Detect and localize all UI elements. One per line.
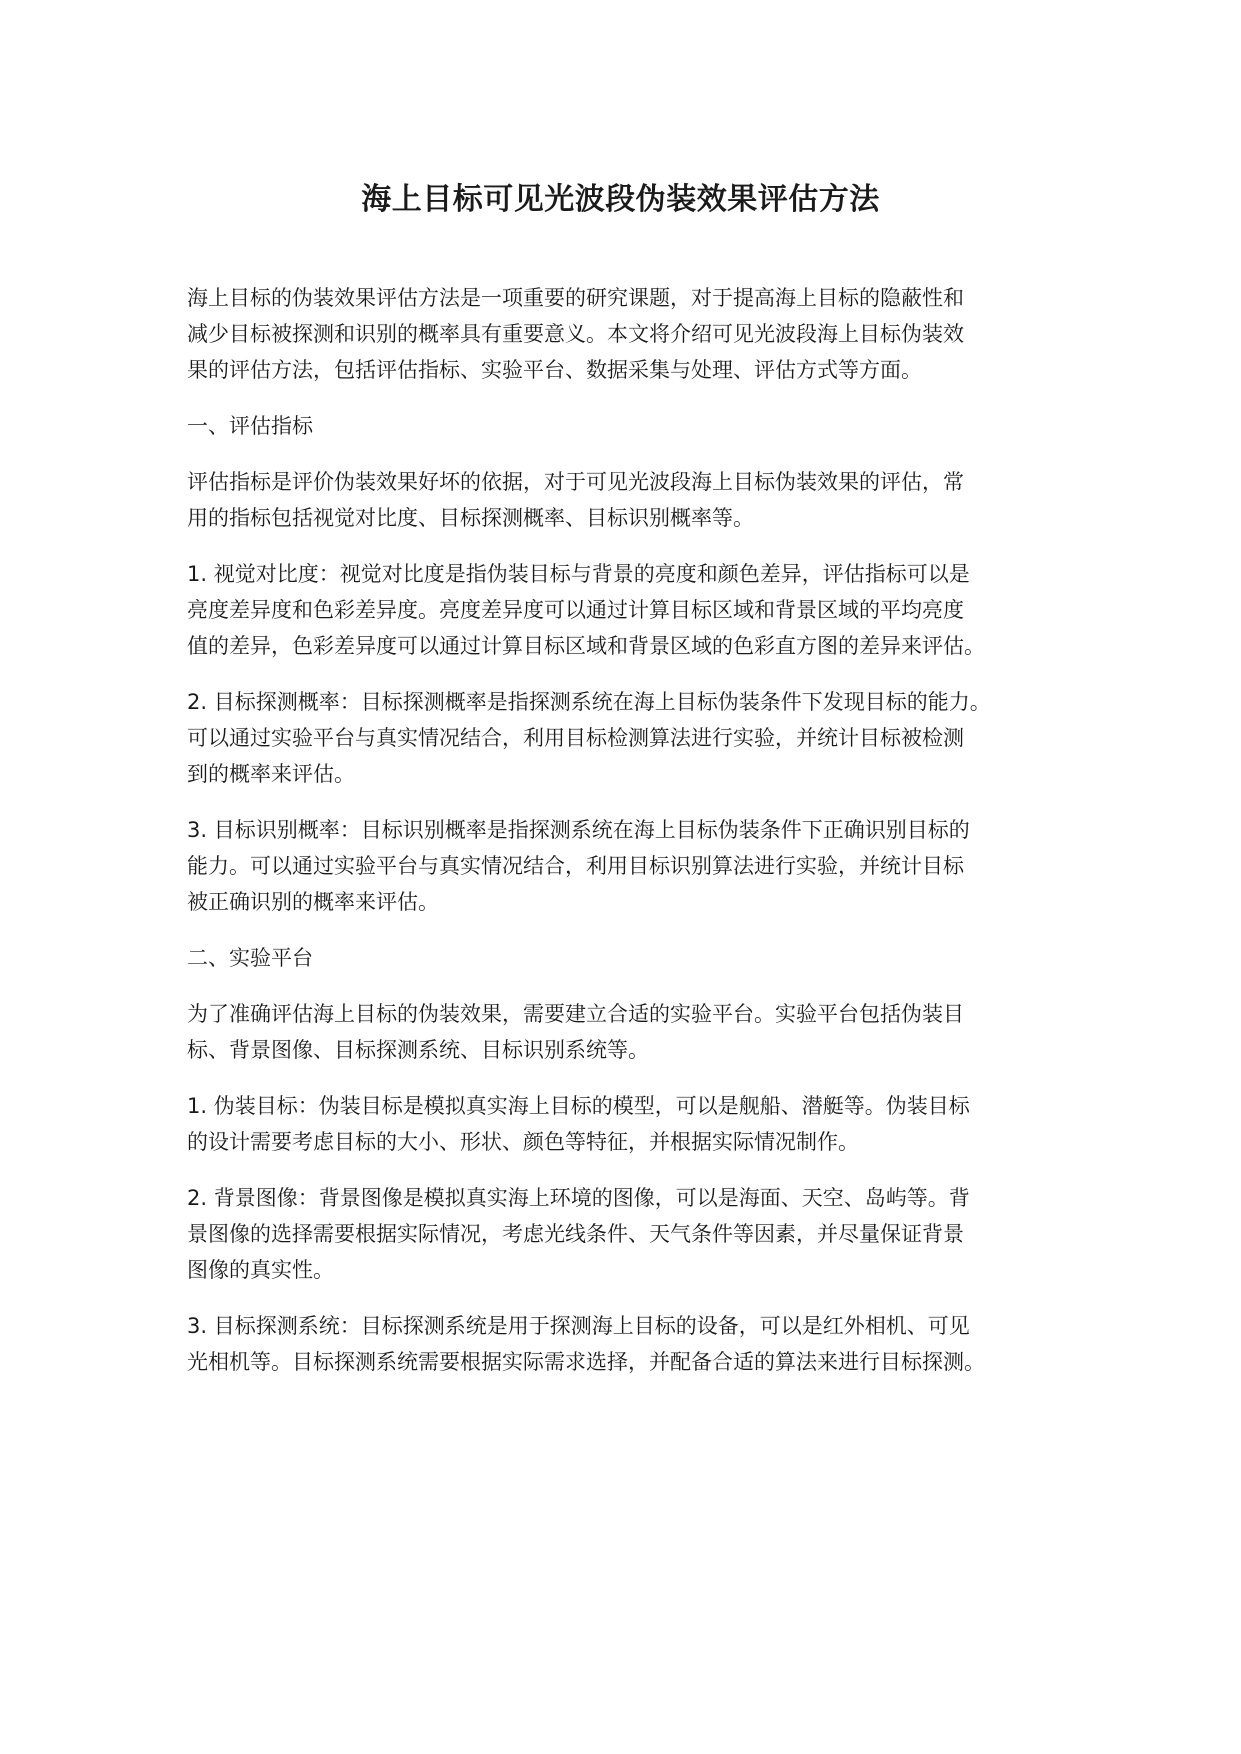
text-line: 2. 目标探测概率：目标探测概率是指探测系统在海上目标伪装条件下发现目标的能力。 [187, 690, 991, 714]
text-line: 亮度差异度和色彩差异度。亮度差异度可以通过计算目标区域和背景区域的平均亮度 [187, 598, 964, 622]
section2-intro-paragraph [187, 996, 1067, 1068]
text-line: 1. 伪装目标：伪装目标是模拟真实海上目标的模型，可以是舰船、潜艇等。伪装目标 [187, 1094, 970, 1118]
section2-item-camouflage-target [187, 1088, 1067, 1160]
section-heading-experiment-platform: 二、实验平台 [187, 946, 313, 970]
section1-item-visual-contrast [187, 556, 1067, 664]
text-line: 景图像的选择需要根据实际情况，考虑光线条件、天气条件等因素，并尽量保证背景 [187, 1222, 964, 1246]
text-line: 被正确识别的概率来评估。 [187, 890, 439, 914]
section1-item-detection-probability [187, 684, 1067, 792]
text-line: 1. 视觉对比度：视觉对比度是指伪装目标与背景的亮度和颜色差异，评估指标可以是 [187, 562, 970, 586]
section2-item-detection-system [187, 1308, 1067, 1380]
intro-paragraph [187, 280, 1067, 388]
text-line: 3. 目标识别概率：目标识别概率是指探测系统在海上目标伪装条件下正确识别目标的 [187, 818, 970, 842]
text-line: 的设计需要考虑目标的大小、形状、颜色等特征，并根据实际情况制作。 [187, 1130, 859, 1154]
text-line: 可以通过实验平台与真实情况结合，利用目标检测算法进行实验，并统计目标被检测 [187, 726, 964, 750]
text-line: 3. 目标探测系统：目标探测系统是用于探测海上目标的设备，可以是红外相机、可见 [187, 1314, 970, 1338]
text-line: 图像的真实性。 [187, 1258, 334, 1282]
section1-item-recognition-probability [187, 812, 1067, 920]
section2-item-background-image [187, 1180, 1067, 1288]
text-line: 果的评估方法，包括评估指标、实验平台、数据采集与处理、评估方式等方面。 [187, 358, 922, 382]
document-title: 海上目标可见光波段伪装效果评估方法 [361, 182, 880, 217]
text-line: 2. 背景图像：背景图像是模拟真实海上环境的图像，可以是海面、天空、岛屿等。背 [187, 1186, 970, 1210]
text-line: 用的指标包括视觉对比度、目标探测概率、目标识别概率等。 [187, 506, 754, 530]
text-line: 为了准确评估海上目标的伪装效果，需要建立合适的实验平台。实验平台包括伪装目 [187, 1002, 964, 1026]
text-line: 值的差异，色彩差异度可以通过计算目标区域和背景区域的色彩直方图的差异来评估。 [187, 634, 985, 658]
text-line: 评估指标是评价伪装效果好坏的依据，对于可见光波段海上目标伪装效果的评估，常 [187, 470, 964, 494]
text-line: 海上目标的伪装效果评估方法是一项重要的研究课题，对于提高海上目标的隐蔽性和 [187, 286, 964, 310]
text-line: 减少目标被探测和识别的概率具有重要意义。本文将介绍可见光波段海上目标伪装效 [187, 322, 964, 346]
section-heading-evaluation-indicators: 一、评估指标 [187, 414, 313, 438]
text-line: 能力。可以通过实验平台与真实情况结合，利用目标识别算法进行实验，并统计目标 [187, 854, 964, 878]
text-line: 标、背景图像、目标探测系统、目标识别系统等。 [187, 1038, 649, 1062]
document-body [187, 280, 1067, 1400]
text-line: 光相机等。目标探测系统需要根据实际需求选择，并配备合适的算法来进行目标探测。 [187, 1350, 985, 1374]
section1-intro-paragraph [187, 464, 1067, 536]
text-line: 到的概率来评估。 [187, 762, 355, 786]
